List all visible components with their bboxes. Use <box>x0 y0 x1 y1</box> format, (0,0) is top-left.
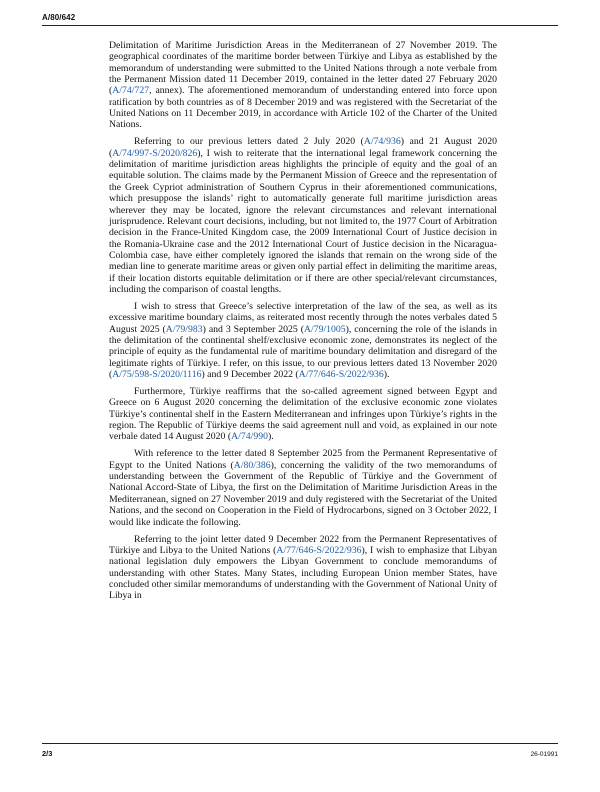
paragraph-text: ) and 3 September 2025 ( <box>202 323 304 335</box>
document-reference-link[interactable]: A/74/936 <box>363 136 401 148</box>
document-reference-link[interactable]: A/80/386 <box>233 459 271 471</box>
document-reference-link[interactable]: A/79/983 <box>165 323 203 335</box>
paragraph-text: ) and 9 December 2022 ( <box>201 369 299 380</box>
header-rule <box>42 25 558 26</box>
paragraph-text: ), concerning the role of the islands in the delimitation of the continental shelf/exclusive economic zone, demonstrates its neglect of the principle of equity as the fundamental rule of maritime boundary delimitation and disregard of the legitimate rights of Türkiye. I refer, on this issue, to our previous letters dated 13 November 2020 ( <box>109 323 497 380</box>
paragraph <box>109 534 497 602</box>
paragraph-text: ), concerning the validity of the two memorandums of understanding between the Government of the Republic of Türkiye and the Government of National Accord-State of Libya, the first on the Delimitation of Maritime Jurisdiction Areas in the Mediterranean, signed on 27 November 2019 and duly registered with the Secretariat of the United Nations, and the second on Cooperation in the Field of Hydrocarbons, signed on 3 October 2022, I would like indicate the following. <box>109 459 497 528</box>
paragraph-text: ), I wish to emphasize that Libyan national legislation duly empowers the Libyan Government to conclude memorandums of understanding with other States. Many States, including European Union member States, have concluded other similar memorandums of understanding with the Government of National Unity of Libya in <box>109 544 498 602</box>
paragraph-text: ). <box>267 431 274 443</box>
document-reference-link[interactable]: A/74/990 <box>231 431 268 443</box>
paragraph-text: ) and 21 August 2020 ( <box>109 136 497 159</box>
paragraph <box>109 40 497 131</box>
paragraph-text: , annex). The aforementioned memorandum of understanding entered into force upon ratification by both countries as of 8 December 2019 and was registered with the Secretariat of the United Nations on 11 December 2019, in accordance with Article 102 of the Charter of the United Nations. <box>109 85 497 131</box>
paragraph-text: Furthermore, Türkiye reaffirms that the so-called agreement signed between Egypt and Greece on 6 August 2020 concerning the delimitation of the exclusive economic zone violates Türkiye’s continental shelf in the Eastern Mediterranean and infringes upon Türkiye’s rights in the region. The Republic of Türkiye deems the said agreement null and void, as explained in our note verbale dated 14 August 2020 ( <box>109 386 497 443</box>
paragraph-text: Delimitation of Maritime Jurisdiction Areas in the Mediterranean of 27 November 2019. The geographical coordinates of the maritime border between Türkiye and Libya as established by the memorandum of understanding were submitted to the United Nations through a note verbale from the Permanent Mission dated 11 December 2019, contained in the letter dated 27 February 2020 ( <box>109 40 497 97</box>
document-symbol: A/80/642 <box>42 13 76 22</box>
paragraph <box>109 301 497 380</box>
paragraph <box>109 386 497 443</box>
document-reference-link[interactable]: A/75/598-S/2020/1116 <box>112 369 202 380</box>
document-reference-link[interactable]: A/74/727 <box>112 85 150 97</box>
document-body <box>109 40 497 607</box>
document-reference-link[interactable]: A/77/646-S/2022/936 <box>298 369 384 380</box>
document-reference-link[interactable]: A/77/646-S/2022/936 <box>276 544 362 556</box>
paragraph-text: With reference to the letter dated 8 September 2025 from the Permanent Representative of Egypt to the United Nations ( <box>109 448 497 471</box>
document-reference-link[interactable]: A/79/1005 <box>303 323 346 335</box>
paragraph-text: Referring to our previous letters dated 2 July 2020 ( <box>134 136 364 148</box>
paragraph <box>109 136 497 295</box>
paragraph-text: I wish to stress that Greece’s selective interpretation of the law of the sea, as well as its excessive maritime boundary claims, as reiterated most recently through the notes verbales dated 5 August 2025 ( <box>109 300 497 335</box>
document-reference-link[interactable]: A/74/997-S/2020/826 <box>112 147 198 159</box>
page-number: 2/3 <box>42 749 53 758</box>
footer-rule <box>42 743 558 744</box>
paragraph <box>109 448 497 527</box>
paragraph-text: Referring to the joint letter dated 9 December 2022 from the Permanent Representatives of Türkiye and Libya to the United Nations ( <box>109 533 497 556</box>
paragraph-text: ). <box>383 369 390 380</box>
job-number: 26-01991 <box>530 751 558 758</box>
paragraph-text: ), I wish to reiterate that the international legal framework concerning the delimitation of maritime jurisdiction areas highlights the principle of equity and the goal of an equitable solution. The claims made by the Permanent Mission of Greece and the representation of the Greek Cypriot administration of Southern Cyprus in their aforementioned communications, which presuppose the islands’ right to automatically generate full maritime jurisdiction areas wherever they may be located, ignore the relevant circumstances and relevant international jurisprudence. Relevant court decisions, including, but not limited to, the 1977 Court of Arbitration decision in the France-United Kingdom case, the 2009 International Court of Justice decision in the Romania-Ukraine case and the 2012 International Court of Justice decision in the Nicaragua-Colombia case, have either completely ignored the islands that remain on the wrong side of the median line to generate maritime areas or given only partial effect in delimiting the maritime areas, if their location distorts equitable delimitation or if there are other special/relevant circumstances, including the comparison of coastal lengths. <box>109 147 497 295</box>
